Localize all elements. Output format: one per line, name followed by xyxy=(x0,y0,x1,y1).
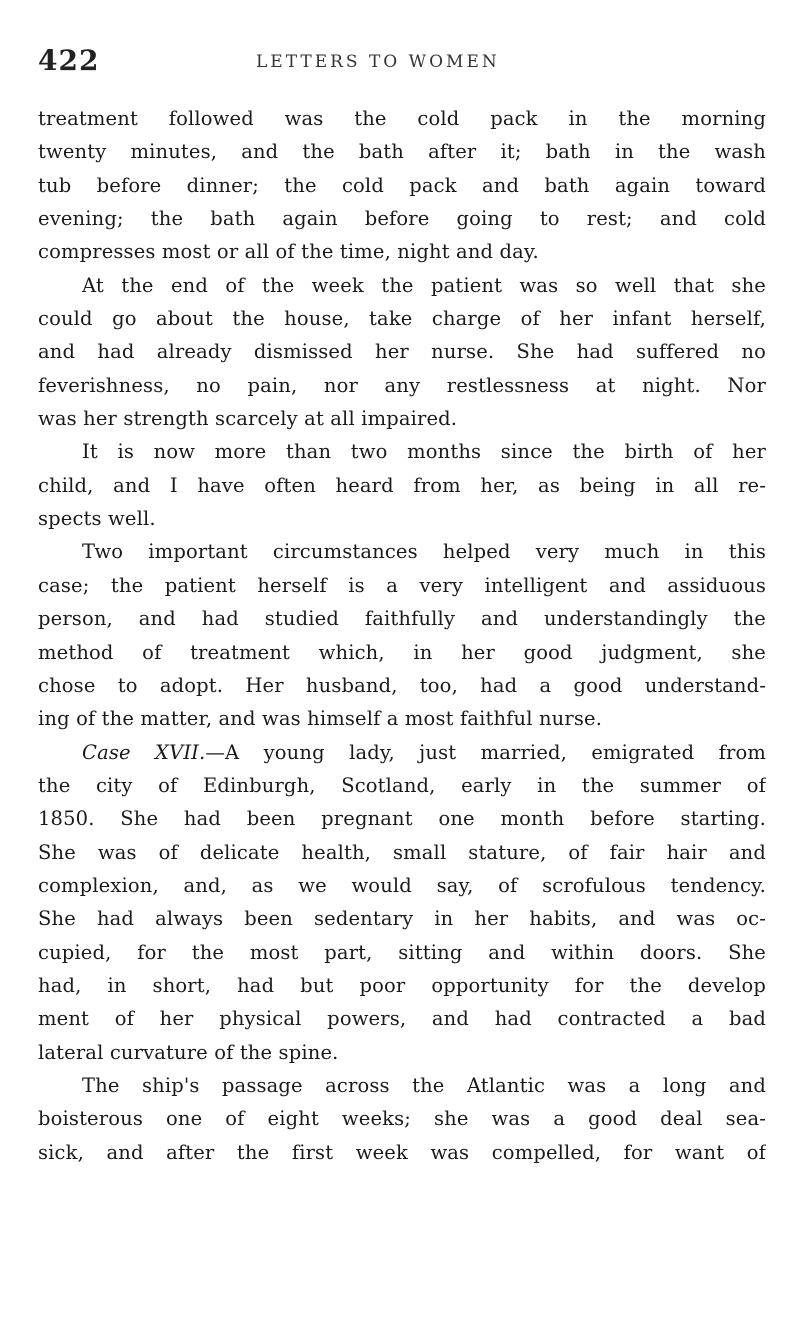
running-head: LETTERS TO WOMEN xyxy=(256,52,500,72)
text-line-content: evening; the bath again before going to rest; and cold xyxy=(38,207,766,231)
text-line xyxy=(38,602,766,635)
text-line-content: could go about the house, take charge of her infant herself, xyxy=(38,307,766,331)
text-line xyxy=(38,736,766,769)
text-line xyxy=(38,769,766,802)
text-line-content: was her strength scarcely at all impaired. xyxy=(38,407,458,431)
text-line xyxy=(38,469,766,502)
text-line-content: and had already dismissed her nurse. She had suffered no xyxy=(38,340,766,364)
text-line xyxy=(38,269,766,302)
text-line xyxy=(38,235,766,268)
text-line xyxy=(38,969,766,1002)
body-text xyxy=(38,102,766,1169)
text-line-content: It is now more than two months since the birth of her xyxy=(82,440,766,464)
text-line xyxy=(38,502,766,535)
text-line-content: child, and I have often heard from her, as being in all re- xyxy=(38,473,766,497)
text-line-content: feverishness, no pain, nor any restlessness at night. Nor xyxy=(38,373,766,397)
text-line xyxy=(38,1136,766,1169)
text-line-content: She had always been sedentary in her habits, and was oc- xyxy=(38,907,766,931)
text-line-content: compresses most or all of the time, night and day. xyxy=(38,240,539,264)
text-line xyxy=(38,102,766,135)
text-line xyxy=(38,335,766,368)
text-line xyxy=(38,669,766,702)
text-line-content: tub before dinner; the cold pack and bath again toward xyxy=(38,173,766,197)
text-line-content: the city of Edinburgh, Scotland, early in the summer of xyxy=(38,773,766,797)
text-line-content: person, and had studied faithfully and understandingly the xyxy=(38,607,766,631)
text-line xyxy=(38,1002,766,1035)
text-line-content: At the end of the week the patient was so well that she xyxy=(82,273,766,297)
text-line xyxy=(38,535,766,568)
text-line xyxy=(38,435,766,468)
text-line-content: case; the patient herself is a very intelligent and assiduous xyxy=(38,573,766,597)
page-number: 422 xyxy=(38,44,100,77)
case-heading: Case XVII. xyxy=(82,740,206,764)
text-line-content: spects well. xyxy=(38,507,156,531)
text-line xyxy=(38,936,766,969)
text-line xyxy=(38,902,766,935)
text-line-content: ment of her physical powers, and had contracted a bad xyxy=(38,1007,766,1031)
text-line xyxy=(38,1036,766,1069)
text-line xyxy=(38,836,766,869)
text-line-content: The ship's passage across the Atlantic was a long and xyxy=(82,1073,766,1097)
text-line-content: complexion, and, as we would say, of scrofulous tendency. xyxy=(38,873,766,897)
text-line-content: had, in short, had but poor opportunity for the develop xyxy=(38,973,766,997)
text-line xyxy=(38,169,766,202)
text-line-content: She was of delicate health, small stature, of fair hair and xyxy=(38,840,766,864)
page-header xyxy=(38,44,768,84)
text-line-content: boisterous one of eight weeks; she was a good deal sea- xyxy=(38,1107,766,1131)
text-line-content: twenty minutes, and the bath after it; bath in the wash xyxy=(38,140,766,164)
text-line-content: cupied, for the most part, sitting and within doors. She xyxy=(38,940,766,964)
text-line xyxy=(38,302,766,335)
text-line xyxy=(38,369,766,402)
text-line xyxy=(38,702,766,735)
text-line xyxy=(38,1069,766,1102)
text-line-content: chose to adopt. Her husband, too, had a good understand- xyxy=(38,673,766,697)
text-line xyxy=(38,569,766,602)
text-line-content: lateral curvature of the spine. xyxy=(38,1040,339,1064)
text-line xyxy=(38,402,766,435)
text-line xyxy=(38,636,766,669)
text-line-content: —A young lady, just married, emigrated from xyxy=(205,740,766,764)
text-line xyxy=(38,1102,766,1135)
text-line-content: 1850. She had been pregnant one month before starting. xyxy=(38,807,766,831)
text-line xyxy=(38,869,766,902)
text-line xyxy=(38,202,766,235)
text-line-content: ing of the matter, and was himself a most faithful nurse. xyxy=(38,707,603,731)
text-line-content: treatment followed was the cold pack in the morning xyxy=(38,107,766,130)
text-line-content: sick, and after the first week was compelled, for want of xyxy=(38,1140,766,1164)
text-line-content: method of treatment which, in her good judgment, she xyxy=(38,640,766,664)
text-line-content: Two important circumstances helped very much in this xyxy=(82,540,766,564)
text-line xyxy=(38,135,766,168)
text-line xyxy=(38,802,766,835)
